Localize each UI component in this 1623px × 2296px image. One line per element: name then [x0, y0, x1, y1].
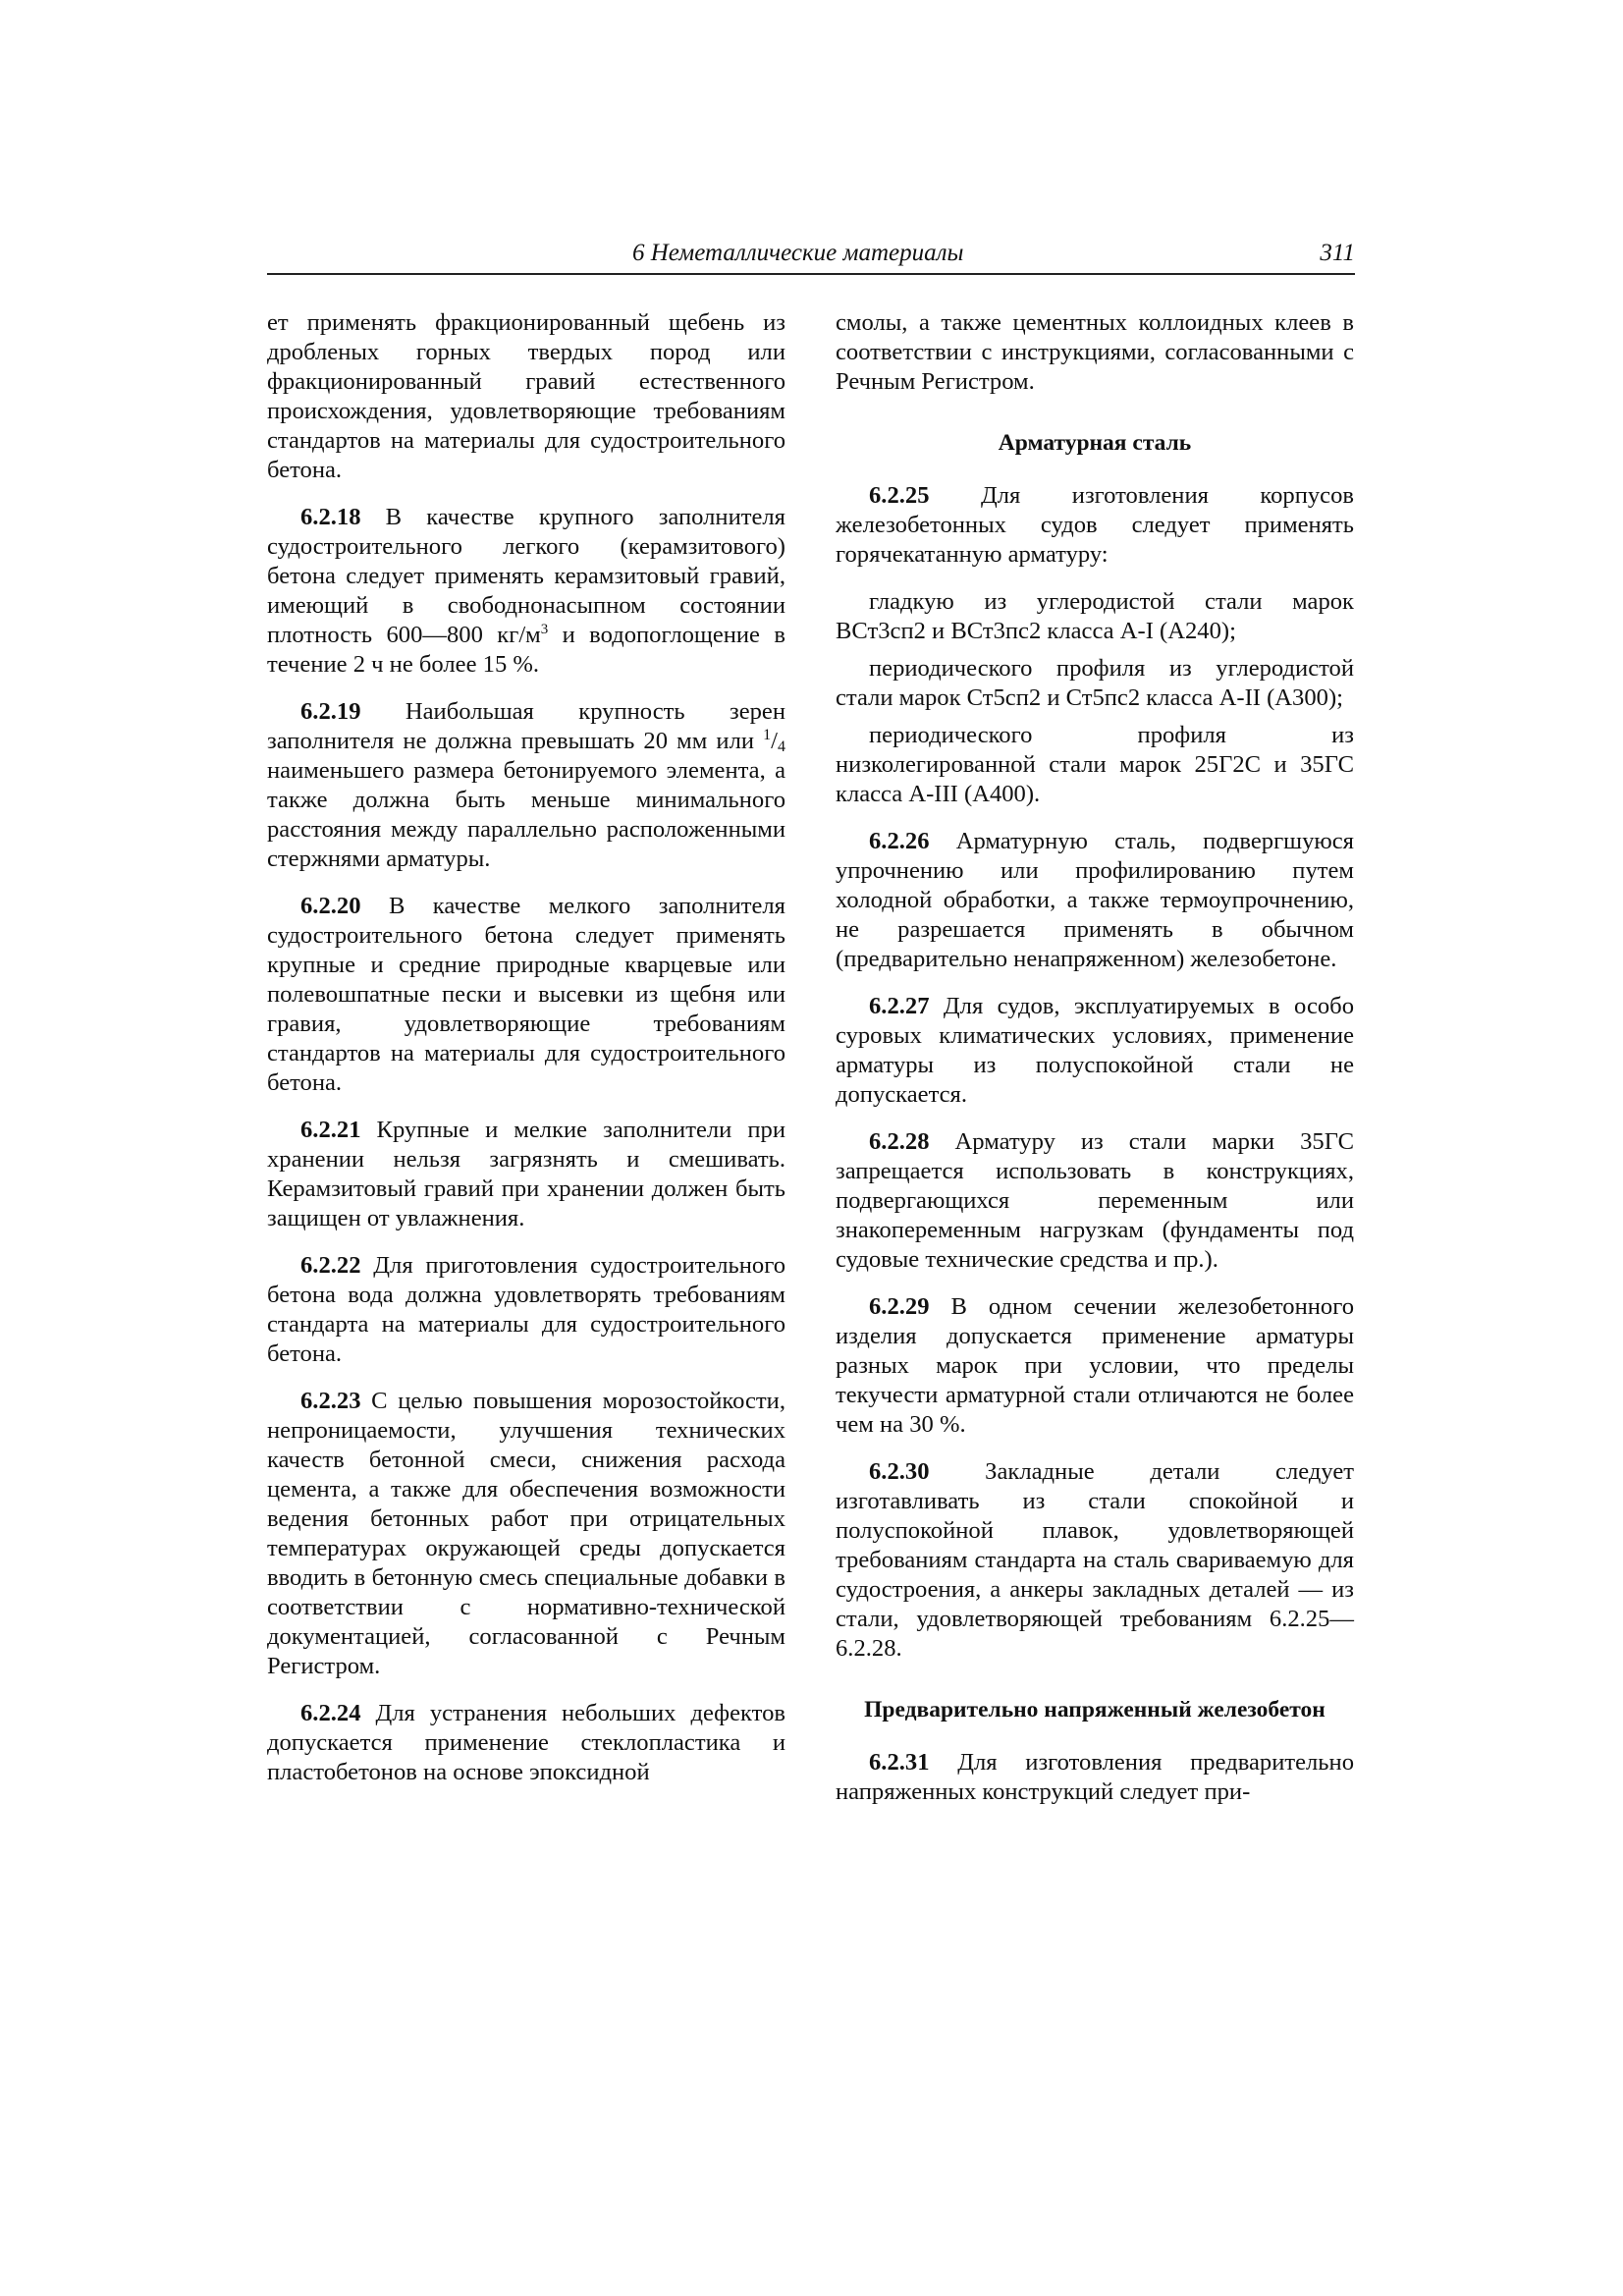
right-column [836, 308, 1354, 1825]
paragraph-text: В качестве мелкого заполнителя судостроительного бетона следует применять крупные и средние природные кварцевые или полевошпатные пески и высевки из щебня или гравия, удовлетворяющие требованиям стандартов на материалы для судостроительного бетона. [267, 893, 785, 1096]
paragraph-text: В качестве крупного заполнителя судостроительного легкого (керамзитового) бетона следует применять керамзитовый гравий, имеющий в свободнонасыпном состоянии плотность 600—800 кг/м [267, 504, 785, 648]
clause-number: 6.2.26 [869, 828, 930, 854]
paragraph-text: Для приготовления судостроительного бетона вода должна удовлетворять требованиям стандарта на материалы для судостроительного бетона. [267, 1252, 785, 1367]
paragraph-text: наименьшего размера бетонируемого элемента, а также должна быть меньше минимального расстояния между параллельно расположенными стержнями арматуры. [267, 757, 785, 872]
paragraph-text: Для устранения небольших дефектов допускается применение стеклопластика и пластобетонов на основе эпоксидной [267, 1700, 785, 1785]
fraction-denominator: 4 [778, 738, 785, 755]
paragraph-6-2-25 [836, 481, 1354, 570]
clause-number: 6.2.19 [300, 698, 361, 725]
fraction-slash: / [771, 728, 778, 754]
paragraph-6-2-28 [836, 1127, 1354, 1275]
paragraph-6-2-31 [836, 1748, 1354, 1807]
clause-number: 6.2.25 [869, 482, 930, 509]
paragraph-text: Крупные и мелкие заполнители при хранении нельзя загрязнять и смешивать. Керамзитовый гравий при хранении должен быть защищен от увлажнения. [267, 1117, 785, 1231]
paragraph-6-2-21 [267, 1116, 785, 1233]
paragraph-6-2-22 [267, 1251, 785, 1369]
paragraph-6-2-30 [836, 1457, 1354, 1664]
paragraph-6-2-27 [836, 992, 1354, 1110]
list-item: периодического профиля из углеродистой стали марок Ст5сп2 и Ст5пс2 класса А-II (А300); [836, 655, 1354, 711]
list-item: гладкую из углеродистой стали марок ВСт3сп2 и ВСт3пс2 класса А-I (А240); [836, 588, 1354, 644]
paragraph-text: В одном сечении железобетонного изделия допускается применение арматуры разных марок при условии, что пределы текучести арматурной стали отличаются не более чем на 30 %. [836, 1293, 1354, 1438]
clause-number: 6.2.27 [869, 993, 930, 1019]
clause-number: 6.2.21 [300, 1117, 361, 1143]
clause-number: 6.2.31 [869, 1749, 930, 1776]
paragraph-text: Арматурную сталь, подвергшуюся упрочнению или профилированию путем холодной обработки, а также термоупрочнению, не разрешается применять в обычном (предварительно ненапряженном) железобетоне. [836, 828, 1354, 972]
clause-number: 6.2.28 [869, 1128, 930, 1155]
paragraph-6-2-26 [836, 827, 1354, 974]
clause-number: 6.2.23 [300, 1388, 361, 1414]
paragraph-text: смолы, а также цементных коллоидных клеев в соответствии с инструкциями, согласованными с Речным Регистром. [836, 309, 1354, 395]
paragraph-text: Для судов, эксплуатируемых в особо суровых климатических условиях, применение арматуры из полуспокойной стали не допускается. [836, 993, 1354, 1108]
paragraph-6-2-19 [267, 697, 785, 874]
paragraph-text: Арматуру из стали марки 35ГС запрещается использовать в конструкциях, подвергающихся переменным или знакопеременным нагрузкам (фундаменты под судовые технические средства и пр.). [836, 1128, 1354, 1273]
paragraph-text: Наибольшая крупность зерен заполнителя не должна превышать 20 мм или [267, 698, 785, 754]
paragraph-6-2-29 [836, 1292, 1354, 1440]
paragraph-6-2-23 [267, 1387, 785, 1681]
page-number: 311 [1320, 240, 1355, 266]
paragraph-6-2-20 [267, 892, 785, 1098]
paragraph-text: Для изготовления корпусов железобетонных судов следует применять горячекатанную арматуру: [836, 482, 1354, 568]
paragraph-continued [836, 308, 1354, 397]
paragraph-text: Закладные детали следует изготавливать из стали спокойной и полуспокойной плавок, удовлетворяющей требованиям стандарта на сталь свариваемую для судостроения, а анкеры закладных деталей — из стали, удовлетворяющей требованиям 6.2.25—6.2.28. [836, 1458, 1354, 1662]
running-header [267, 234, 1355, 275]
paragraph-6-2-24 [267, 1699, 785, 1787]
clause-number: 6.2.18 [300, 504, 361, 530]
paragraph-text: Для изготовления предварительно напряженных конструкций следует при- [836, 1749, 1354, 1805]
paragraph-continued [267, 308, 785, 485]
section-heading-reinforcing-steel: Арматурная сталь [998, 430, 1192, 456]
paragraph-text: и водопоглощение в течение 2 ч не более 15 %. [267, 622, 785, 678]
list-item: периодического профиля из низколегированной стали марок 25Г2С и 35ГС класса А-III (А400). [836, 722, 1354, 807]
clause-number: 6.2.29 [869, 1293, 930, 1320]
clause-number: 6.2.22 [300, 1252, 361, 1279]
paragraph-6-2-18 [267, 503, 785, 680]
fraction-numerator: 1 [763, 727, 772, 743]
clause-number: 6.2.20 [300, 893, 361, 919]
superscript: 3 [540, 622, 549, 637]
clause-number: 6.2.24 [300, 1700, 361, 1726]
clause-number: 6.2.30 [869, 1458, 930, 1485]
section-heading-prestressed-concrete: Предварительно напряженный железобетон [864, 1697, 1325, 1722]
paragraph-text: ет применять фракционированный щебень из дробленых горных твердых пород или фракционированный гравий естественного происхождения, удовлетворяющие требованиям стандартов на материалы для судостроительного бетона. [267, 309, 785, 483]
left-column [267, 308, 785, 1805]
paragraph-text: С целью повышения морозостойкости, непроницаемости, улучшения технических качеств бетонной смеси, снижения расхода цемента, а также для обеспечения возможности ведения бетонных работ при отрицательных температурах окружающей среды допускается вводить в бетонную смесь специальные добавки в соответствии с нормативно-технической документацией, согласованной с Речным Регистром. [267, 1388, 785, 1679]
header-section-title: 6 Неметаллические материалы [632, 240, 964, 266]
